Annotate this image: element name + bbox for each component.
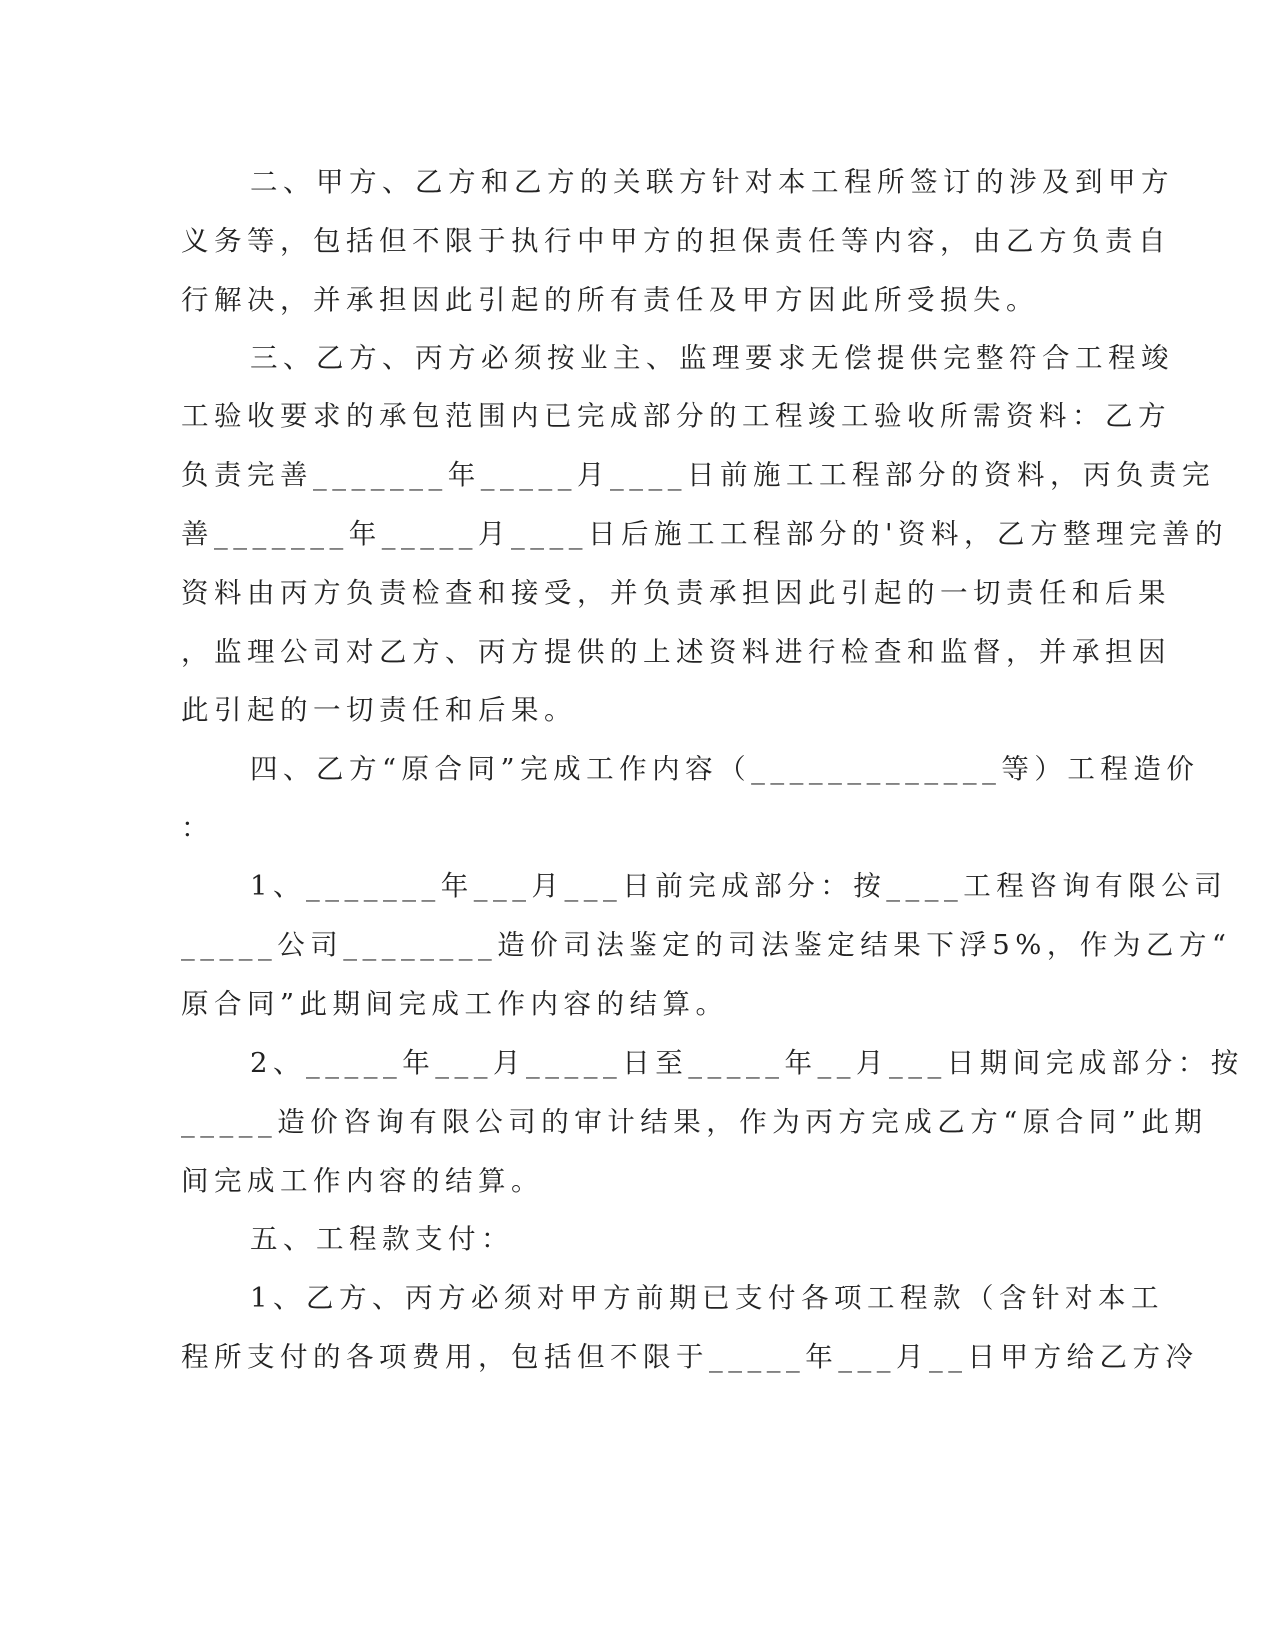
text-line: 间完成工作内容的结算。 [181,1165,544,1197]
text-line: 1、乙方、丙方必须对甲方前期已支付各项工程款（含针对本工 [250,1282,1164,1314]
text-line: 1、_______年___月___日前完成部分：按____工程咨询有限公司 [250,870,1228,902]
text-line: _____造价咨询有限公司的审计结果，作为丙方完成乙方“原合同”此期 [181,1106,1208,1138]
text-line: ： [181,812,214,844]
text-line: 五、工程款支付： [250,1223,514,1255]
text-line: 资料由丙方负责检查和接受，并负责承担因此引起的一切责任和后果 [181,577,1171,609]
text-line: 原合同”此期间完成工作内容的结算。 [181,988,729,1020]
text-line: 四、乙方“原合同”完成工作内容（_____________等）工程造价 [250,753,1200,785]
text-line: 工验收要求的承包范围内已完成部分的工程竣工验收所需资料：乙方 [181,400,1171,432]
text-line: 二、甲方、乙方和乙方的关联方针对本工程所签订的涉及到甲方 [250,166,1174,198]
text-line: _____公司________造价司法鉴定的司法鉴定结果下浮5%，作为乙方“ [181,929,1232,961]
text-line: 负责完善_______年_____月____日前施工工程部分的资料，丙负责完 [181,459,1215,491]
text-line: 此引起的一切责任和后果。 [181,694,577,726]
text-line: 程所支付的各项费用，包括但不限于_____年___月__日甲方给乙方冷 [181,1341,1199,1373]
text-line: 三、乙方、丙方必须按业主、监理要求无偿提供完整符合工程竣 [250,342,1174,374]
text-line: 行解决，并承担因此引起的所有责任及甲方因此所受损失。 [181,284,1039,316]
text-line: 2、_____年___月_____日至_____年__月___日期间完成部分：按 [250,1047,1244,1079]
text-line: 义务等，包括但不限于执行中甲方的担保责任等内容，由乙方负责自 [181,225,1171,257]
text-line: 善_______年_____月____日后施工工程部分的'资料，乙方整理完善的 [181,518,1229,550]
text-line: ，监理公司对乙方、丙方提供的上述资料进行检查和监督，并承担因 [181,636,1171,668]
